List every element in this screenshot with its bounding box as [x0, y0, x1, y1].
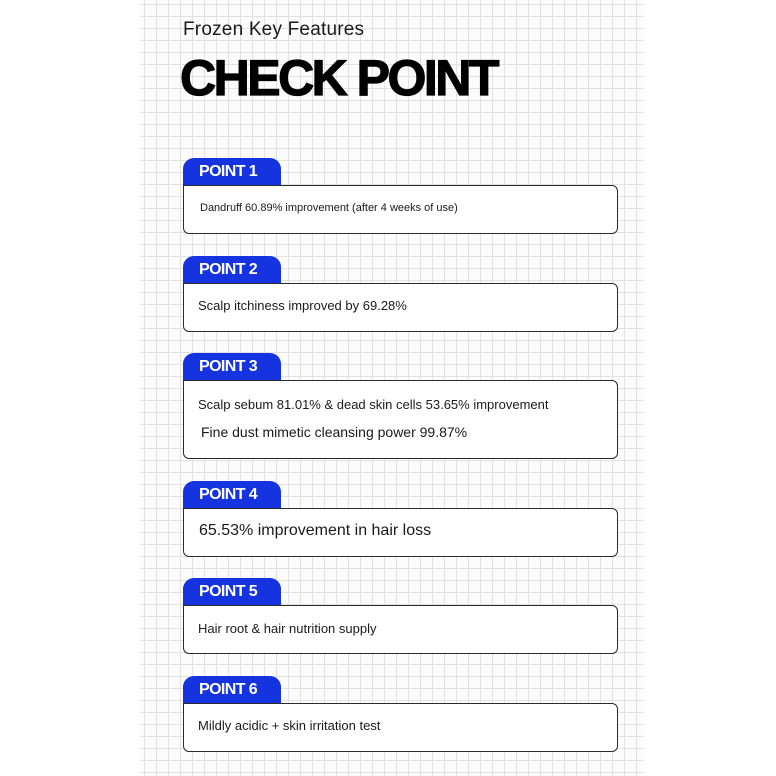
- point-text-3b: Fine dust mimetic cleansing power 99.87%: [201, 424, 468, 440]
- page-title: CHECK POINT: [180, 50, 497, 106]
- point-tab-1: POINT 1: [183, 158, 281, 188]
- point-text-5: Hair root & hair nutrition supply: [198, 621, 377, 636]
- point-box-1: [183, 185, 618, 234]
- point-text-2: Scalp itchiness improved by 69.28%: [198, 298, 407, 313]
- point-box-3: [183, 380, 618, 459]
- point-tab-6: POINT 6: [183, 676, 281, 706]
- point-text-3a: Scalp sebum 81.01% & dead skin cells 53.65% improvement: [198, 397, 549, 412]
- point-box-4: [183, 508, 618, 557]
- point-tab-5: POINT 5: [183, 578, 281, 608]
- point-text-6: Mildly acidic + skin irritation test: [198, 718, 381, 733]
- point-box-2: [183, 283, 618, 332]
- point-box-5: [183, 605, 618, 654]
- point-tab-3: POINT 3: [183, 353, 281, 383]
- point-text-4: 65.53% improvement in hair loss: [199, 522, 432, 539]
- point-tab-2: POINT 2: [183, 256, 281, 286]
- point-text-1: Dandruff 60.89% improvement (after 4 weeks of use): [200, 202, 458, 214]
- point-box-6: [183, 703, 618, 752]
- page-subtitle: Frozen Key Features: [183, 19, 365, 40]
- point-tab-4: POINT 4: [183, 481, 281, 511]
